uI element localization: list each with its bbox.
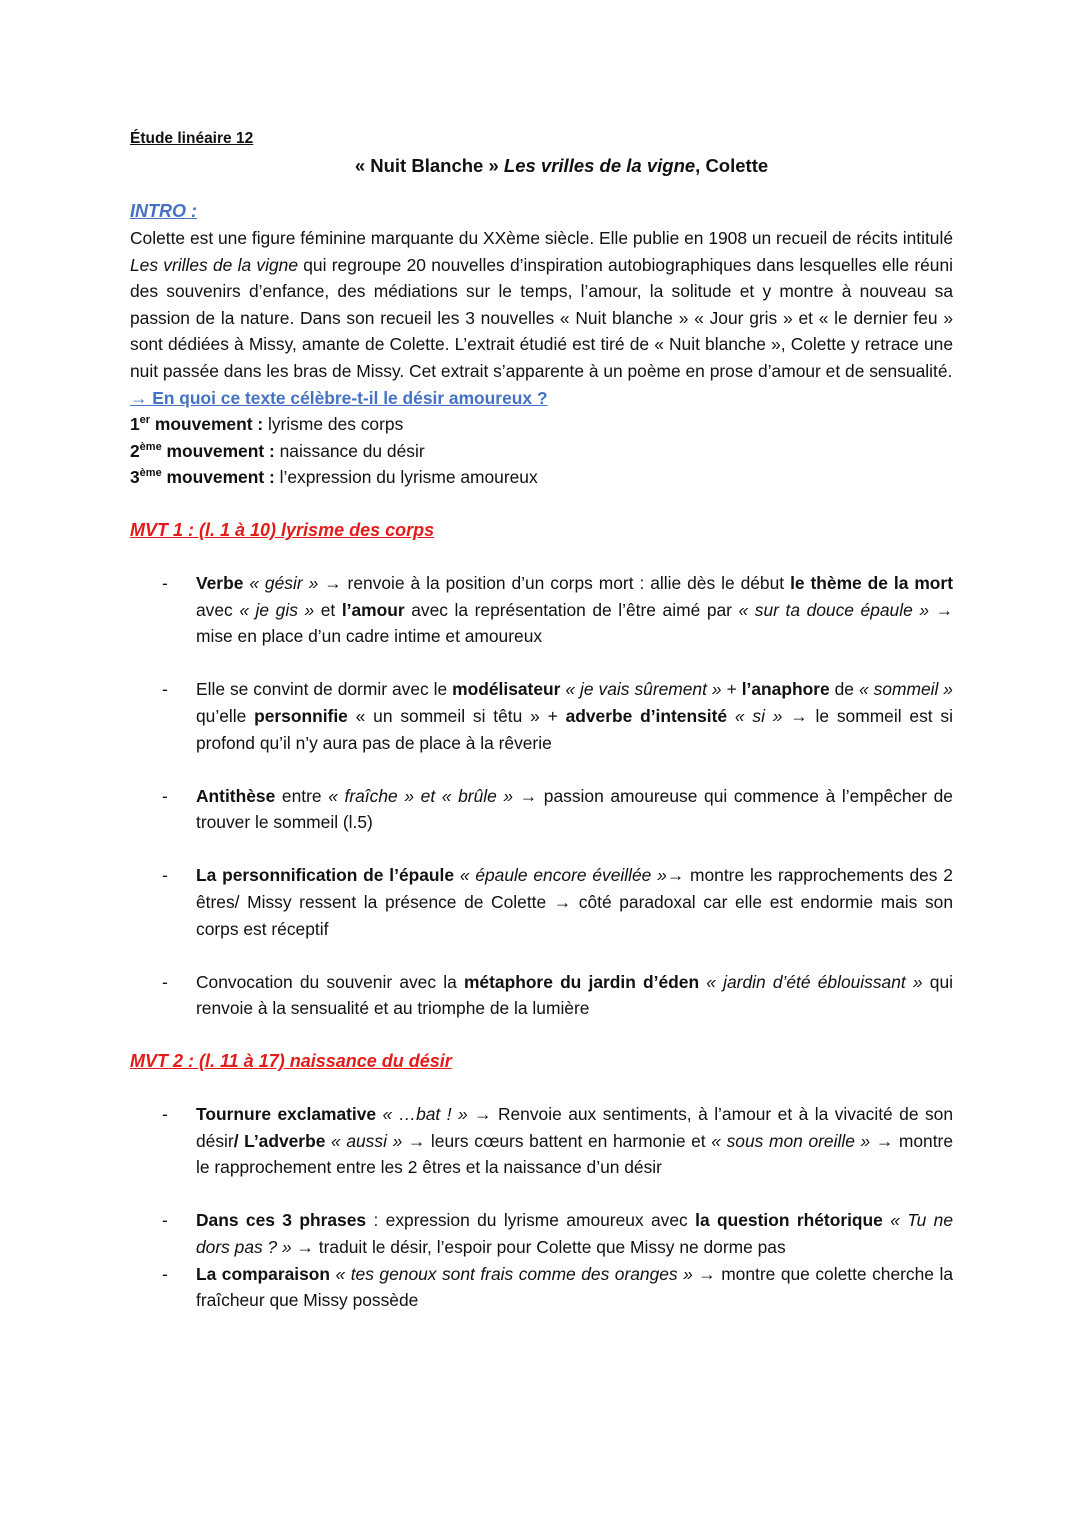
title-work: Les vrilles de la vigne	[503, 155, 696, 176]
title-author: , Colette	[695, 155, 769, 176]
title-quote: « Nuit Blanche »	[354, 155, 499, 176]
list-item: - Antithèse entre « fraîche » et « brûle » → passion amoureuse qui commence à l’empêcher de trouver le sommeil (l.5)	[162, 785, 953, 833]
list-item: - Verbe « gésir » → renvoie à la position d’un corps mort : allie dès le début le thème de la mort avec « je gis » et l’amour avec la représentation de l’être aimé par « sur ta douce épaule » → mise en place d’un cadre intime et amoureux	[162, 572, 953, 647]
list-item: - Convocation du souvenir avec la métaphore du jardin d’éden « jardin d’été éblouissant » qui renvoie à la sensualité et au triomphe de la lumière	[162, 971, 953, 1019]
list-item: - Tournure exclamative « …bat ! » → Renvoie aux sentiments, à l’amour et à la vivacité de son désir/ L’adverbe « aussi » → leurs cœurs battent en harmonie et « sous mon oreille » → montre le rapprochement entre les 2 êtres et la naissance d’un désir	[162, 1104, 953, 1178]
intro-text: Colette est une figure féminine marquante du XXème siècle. Elle publie en 1908 un recueil de récits intitulé	[130, 228, 953, 248]
movement-line-1: 1er mouvement : lyrisme des corps	[130, 414, 404, 435]
movement-line-3: 3ème mouvement : l’expression du lyrisme amoureux	[130, 467, 538, 488]
list-item: - La personnification de l’épaule « épaule encore éveillée »→ montre les rapprochements des 2 êtres/ Missy ressent la présence de Colette → côté paradoxal car elle est endormie mais son corps est réceptif	[162, 865, 953, 939]
intro-text: qui regroupe 20 nouvelles d’inspiration autobiographiques dans lesquelles elle réuni des souvenirs d’enfance, des médiations sur le temps, l’amour, la solitude et y montre à nouveau sa passion de la nature. Dans son recueil les 3 nouvelles « Nuit blanche » « Jour gris » et « le dernier feu » sont dédiées à Missy, amante de Colette. L’extrait étudié est tiré de « Nuit blanche », Colette y retrace une nuit passée dans les bras de Missy. Cet extrait s’apparente à un poème en prose d’amour et de sensualité.	[130, 254, 953, 381]
intro-heading: INTRO :	[130, 201, 197, 221]
document-label: Étude linéaire 12	[130, 130, 254, 147]
list-item: - La comparaison « tes genoux sont frais comme des oranges » → montre que colette cherche la fraîcheur que Missy possède	[162, 1263, 953, 1311]
movement-line-2: 2ème mouvement : naissance du désir	[130, 440, 425, 461]
intro-paragraph	[130, 225, 953, 385]
list-item: - Dans ces 3 phrases : expression du lyrisme amoureux avec la question rhétorique « Tu ne dors pas ? » → traduit le désir, l’espoir pour Colette que Missy ne dorme pas	[162, 1210, 953, 1257]
intro-work-title: Les vrilles de la vigne	[130, 254, 298, 275]
mvt2-heading: MVT 2 : (l. 11 à 17) naissance du désir	[130, 1051, 452, 1072]
mvt2-bullet-list	[130, 1101, 953, 1314]
document-title	[130, 152, 953, 180]
mvt1-heading: MVT 1 : (l. 1 à 10) lyrisme des corps	[130, 519, 435, 540]
list-item: - Elle se convint de dormir avec le modélisateur « je vais sûrement » + l’anaphore de « sommeil » qu’elle personnifie « un sommeil si têtu » + adverbe d’intensité « si » → le sommeil est si profond qu’il n’y aura pas de place à la rêverie	[162, 679, 953, 753]
mvt1-bullet-list	[130, 570, 953, 1022]
document-page	[130, 128, 953, 1314]
problematique-question: → En quoi ce texte célèbre-t-il le désir amoureux ?	[130, 387, 548, 408]
